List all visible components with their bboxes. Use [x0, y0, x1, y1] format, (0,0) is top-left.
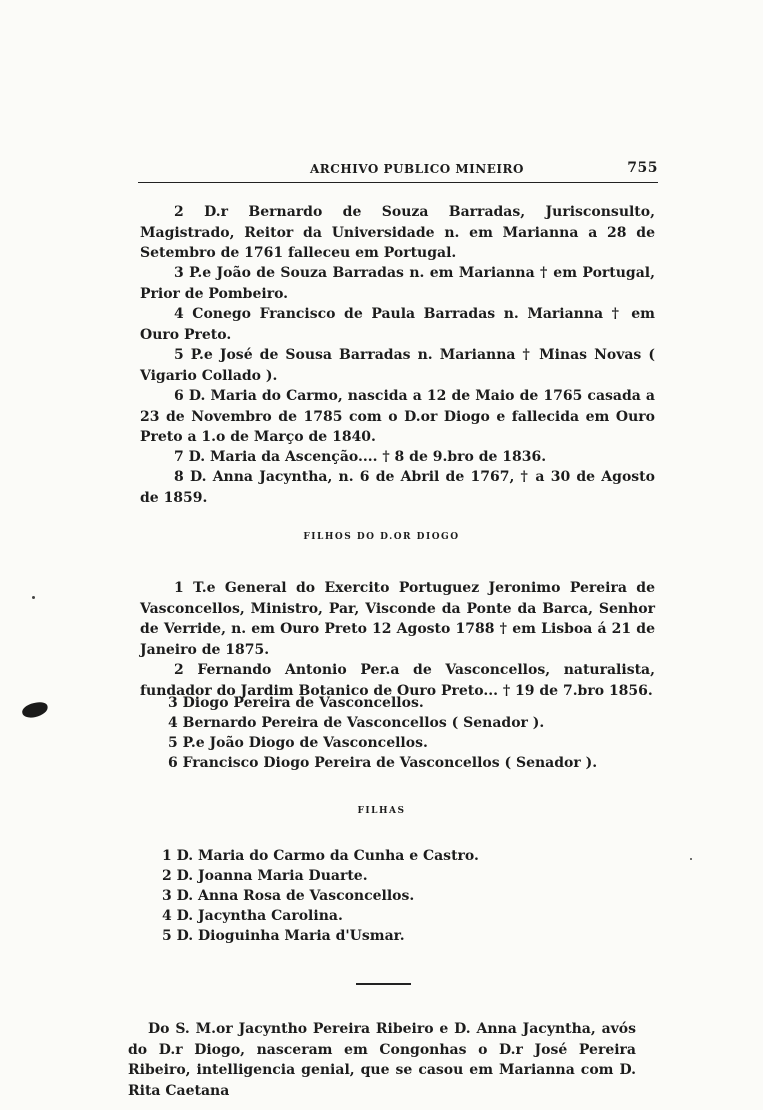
- list-item: 1 D. Maria do Carmo da Cunha e Castro.: [162, 848, 479, 864]
- header-title: ARCHIVO PUBLICO MINEIRO: [310, 162, 524, 176]
- section-heading-filhos: FILHOS DO D.OR DIOGO: [303, 532, 460, 542]
- closing-paragraph: Do S. M.or Jacyntho Pereira Ribeiro e D. Anna Jacyntha, avós do D.r Diogo, nasceram em Congonhas o D.r José Pereira Ribeiro, intelligencia genial, que se casou em Marianna com D. Rita Caetana: [128, 1021, 636, 1099]
- running-header: [138, 160, 658, 183]
- entry-paragraph: 2 D.r Bernardo de Souza Barradas, Jurisconsulto, Magistrado, Reitor da Universidade n. em Marianna a 28 de Setembro de 1761 falleceu em Portugal.: [140, 204, 655, 261]
- list-item: 5 D. Dioguinha Maria d'Usmar.: [162, 928, 405, 944]
- section-divider: [356, 983, 411, 985]
- entry-paragraph: 6 D. Maria do Carmo, nascida a 12 de Maio de 1765 casada a 23 de Novembro de 1785 com o D.or Diogo e fallecida em Ouro Preto a 1.o de Março de 1840.: [140, 388, 655, 445]
- entry-paragraph: 4 Conego Francisco de Paula Barradas n. Marianna † em Ouro Preto.: [140, 306, 655, 343]
- section-heading-filhas: FILHAS: [357, 806, 406, 816]
- list-item: 4 Bernardo Pereira de Vasconcellos ( Senador ).: [168, 715, 545, 731]
- list-item: 3 Diogo Pereira de Vasconcellos.: [168, 695, 424, 711]
- ink-speck: [690, 858, 692, 860]
- page-number: 755: [627, 160, 658, 176]
- entry-paragraph: 2 Fernando Antonio Per.a de Vasconcellos, naturalista, fundador do Jardim Botanico de Ouro Preto... † 19 de 7.bro 1856.: [140, 662, 655, 699]
- entry-paragraph: 8 D. Anna Jacyntha, n. 6 de Abril de 1767, † a 30 de Agosto de 1859.: [140, 469, 655, 506]
- list-item: 5 P.e João Diogo de Vasconcellos.: [168, 735, 428, 751]
- entry-paragraph: 7 D. Maria da Ascenção.... † 8 de 9.bro de 1836.: [174, 449, 547, 465]
- list-item: 4 D. Jacyntha Carolina.: [162, 908, 343, 924]
- ink-speck: [32, 596, 35, 599]
- list-item: 3 D. Anna Rosa de Vasconcellos.: [162, 888, 415, 904]
- entry-paragraph: 1 T.e General do Exercito Portuguez Jeronimo Pereira de Vasconcellos, Ministro, Par, Visconde da Ponte da Barca, Senhor de Verride, n. em Ouro Preto 12 Agosto 1788 † em Lisboa á 21 de Janeiro de 1875.: [140, 580, 655, 658]
- ink-blot: [21, 700, 49, 719]
- list-item: 2 D. Joanna Maria Duarte.: [162, 868, 368, 884]
- entry-paragraph: 3 P.e João de Souza Barradas n. em Marianna † em Portugal, Prior de Pombeiro.: [140, 265, 655, 302]
- list-item: 6 Francisco Diogo Pereira de Vasconcellos ( Senador ).: [168, 755, 598, 771]
- entry-paragraph: 5 P.e José de Sousa Barradas n. Marianna † Minas Novas ( Vigario Collado ).: [140, 347, 655, 384]
